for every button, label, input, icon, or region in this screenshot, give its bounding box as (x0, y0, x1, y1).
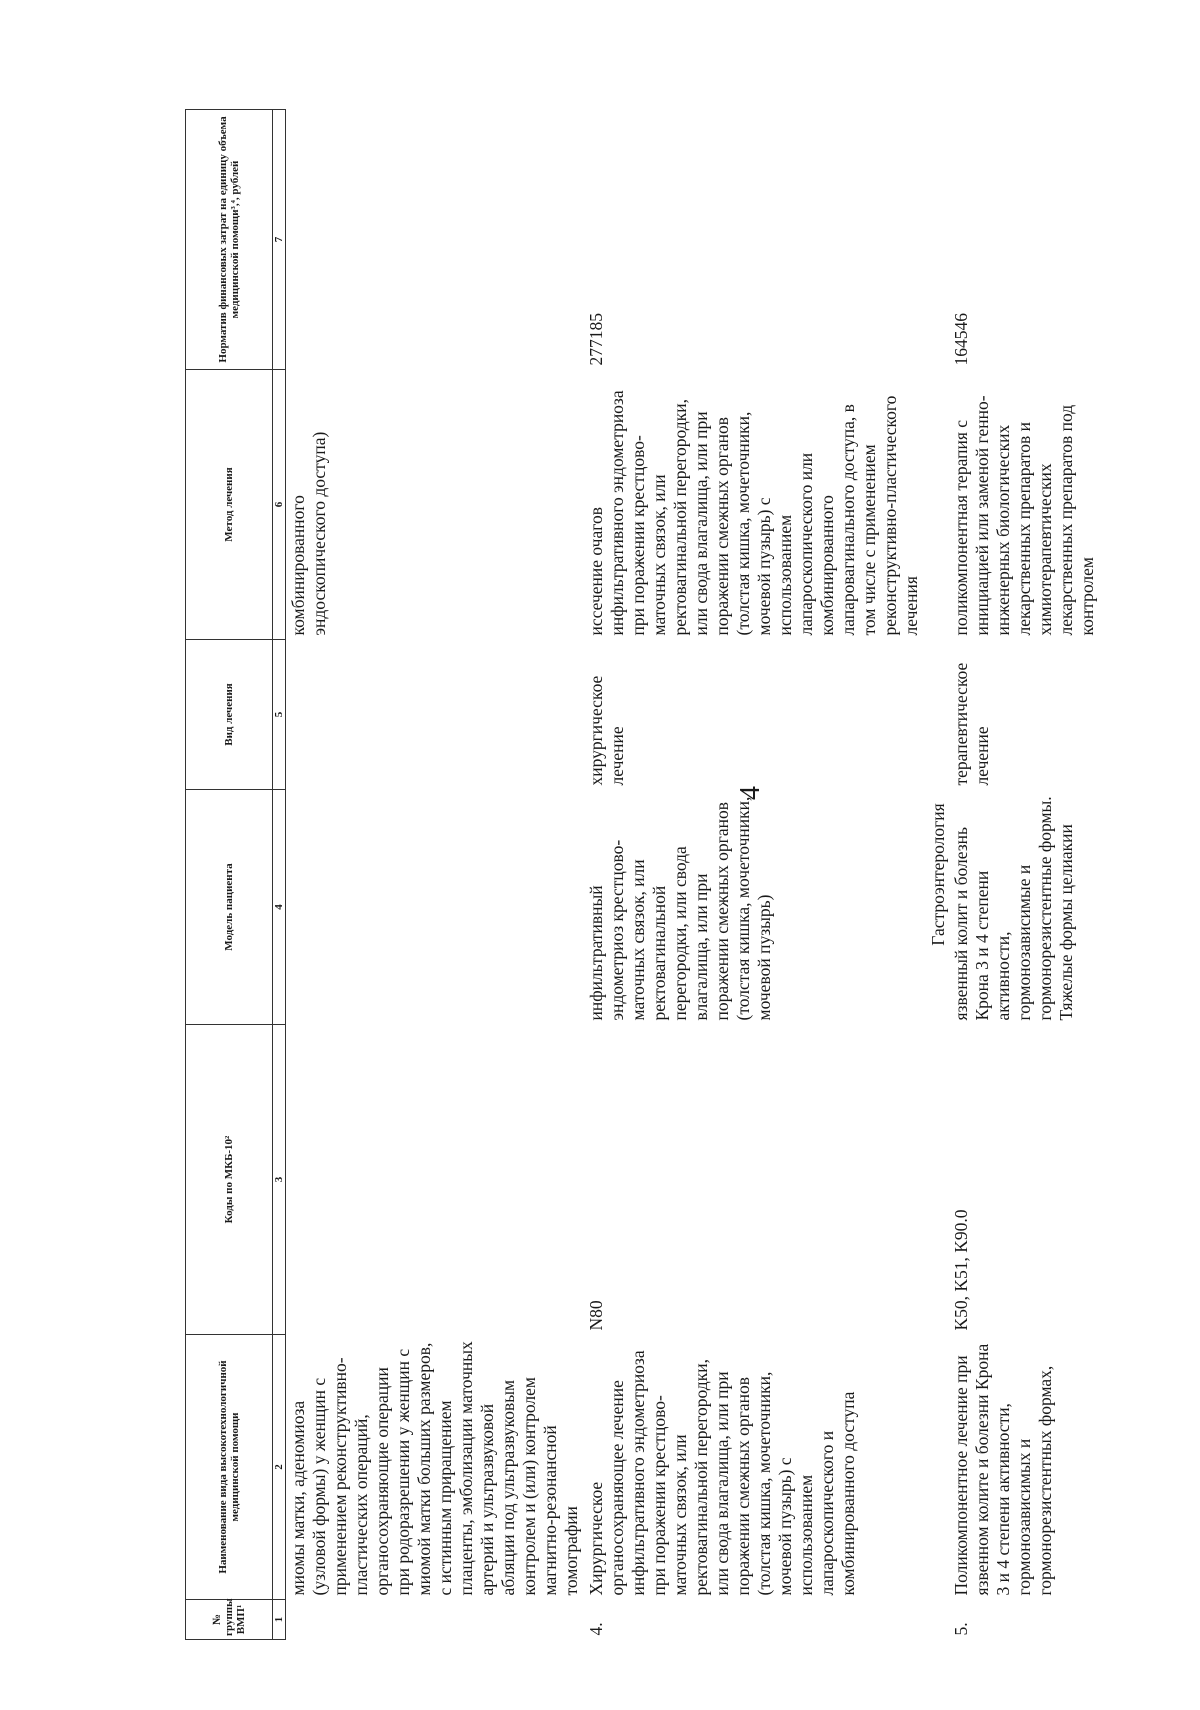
header-vmp-name: Наименование вида высокотехнологичной медицинской помощи (186, 1335, 273, 1600)
vmp-name-cell: миомы матки, аденомиоза (узловой формы) у женщин с применением реконструктивно-пластических операций, органосохраняющие операции при родоразрешении у женщин с миомой матки больших размеров, с истинным приращением плаценты, эмболизации маточных артерий и ультразвуковой абляции под ультразвуковым контролем и (или) контролем магнитно-резонансной томографии (288, 1341, 581, 1596)
method-cell: комбинированного эндоскопического доступа) (288, 431, 329, 636)
patient-model-cell: язвенный колит и болезнь Крона 3 и 4 степени активности, гормонозависимые и гормонорезистентные формы. Тяжелые формы целиакии (951, 796, 1076, 1021)
column-number-row (273, 110, 286, 1640)
column-number: 6 (273, 370, 286, 640)
column-number: 2 (273, 1335, 286, 1600)
section-title: Гастроэнтерология (928, 803, 948, 946)
vmp-name-cell: Поликомпонентное лечение при язвенном колите и болезни Крона 3 и 4 степени активности, гормонозависимых и гормонорезистентных формах, (951, 1343, 1055, 1596)
patient-model-cell: инфильтративный эндометриоз крестцово-маточных связок, или ректовагинальной перегородки, или свода влагалища, или при поражении смежных органов (толстая кишка, мочеточники, мочевой пузырь) (586, 796, 774, 1021)
page-number: 4 (735, 786, 766, 800)
header-cost-norm: Норматив финансовых затрат на единицу объема медицинской помощи³,⁴, рублей (186, 110, 273, 370)
group-number-cell: 4. (586, 1622, 606, 1636)
table-row (949, 110, 1100, 1640)
rotated-table-container (185, 110, 1095, 1640)
vmp-table (185, 109, 1100, 1640)
icd-codes-cell: K50, K51, K90.0 (951, 1209, 971, 1331)
header-patient-model: Модель пациента (186, 790, 273, 1025)
vmp-name-cell: Хирургическое органосохраняющее лечение инфильтративного эндометриоза при поражении крестцово-маточных связок, или ректовагинальной перегородки, или свода влагалища, или при поражении смежных органов (толстая кишка, мочеточники, мочевой пузырь) с использованием лапароскопического и комбинированного доступа (586, 1350, 858, 1596)
method-cell: иссечение очагов инфильтративного эндометриоза при поражении крестцово-маточных связок, или ректовагинальной перегородки, или свода влагалища, или при поражении смежных органов (толстая кишка, мочеточники, мочевой пузырь) с использованием лапароскопического или комбинированного лапаровагинального доступа, в том числе с применением реконструктивно-пластического лечения (586, 390, 921, 636)
header-group-number: № группы ВМП¹ (186, 1600, 273, 1640)
group-number-cell: 5. (951, 1622, 971, 1636)
header-row (186, 110, 273, 1640)
column-number: 4 (273, 790, 286, 1025)
header-treatment-method: Метод лечения (186, 370, 273, 640)
method-cell: поликомпонентная терапия с инициацией или заменой генно-инженерных биологических лекарственных препаратов и химиотерапевтических лекарственных препаратов под контролем (951, 395, 1097, 636)
cost-cell: 277185 (586, 313, 606, 366)
column-number: 3 (273, 1025, 286, 1335)
treatment-type-cell: хирургическое лечение (586, 675, 627, 786)
column-number: 7 (273, 110, 286, 370)
section-row (924, 110, 949, 1640)
cost-cell: 164546 (951, 313, 971, 366)
column-number: 5 (273, 640, 286, 790)
treatment-type-cell: терапевтическое лечение (951, 662, 992, 786)
header-icd-codes: Коды по МКБ-10² (186, 1025, 273, 1335)
icd-codes-cell: N80 (586, 1300, 606, 1331)
table-row (286, 110, 585, 1640)
header-treatment-type: Вид лечения (186, 640, 273, 790)
table-row (584, 110, 924, 1640)
column-number: 1 (273, 1600, 286, 1640)
